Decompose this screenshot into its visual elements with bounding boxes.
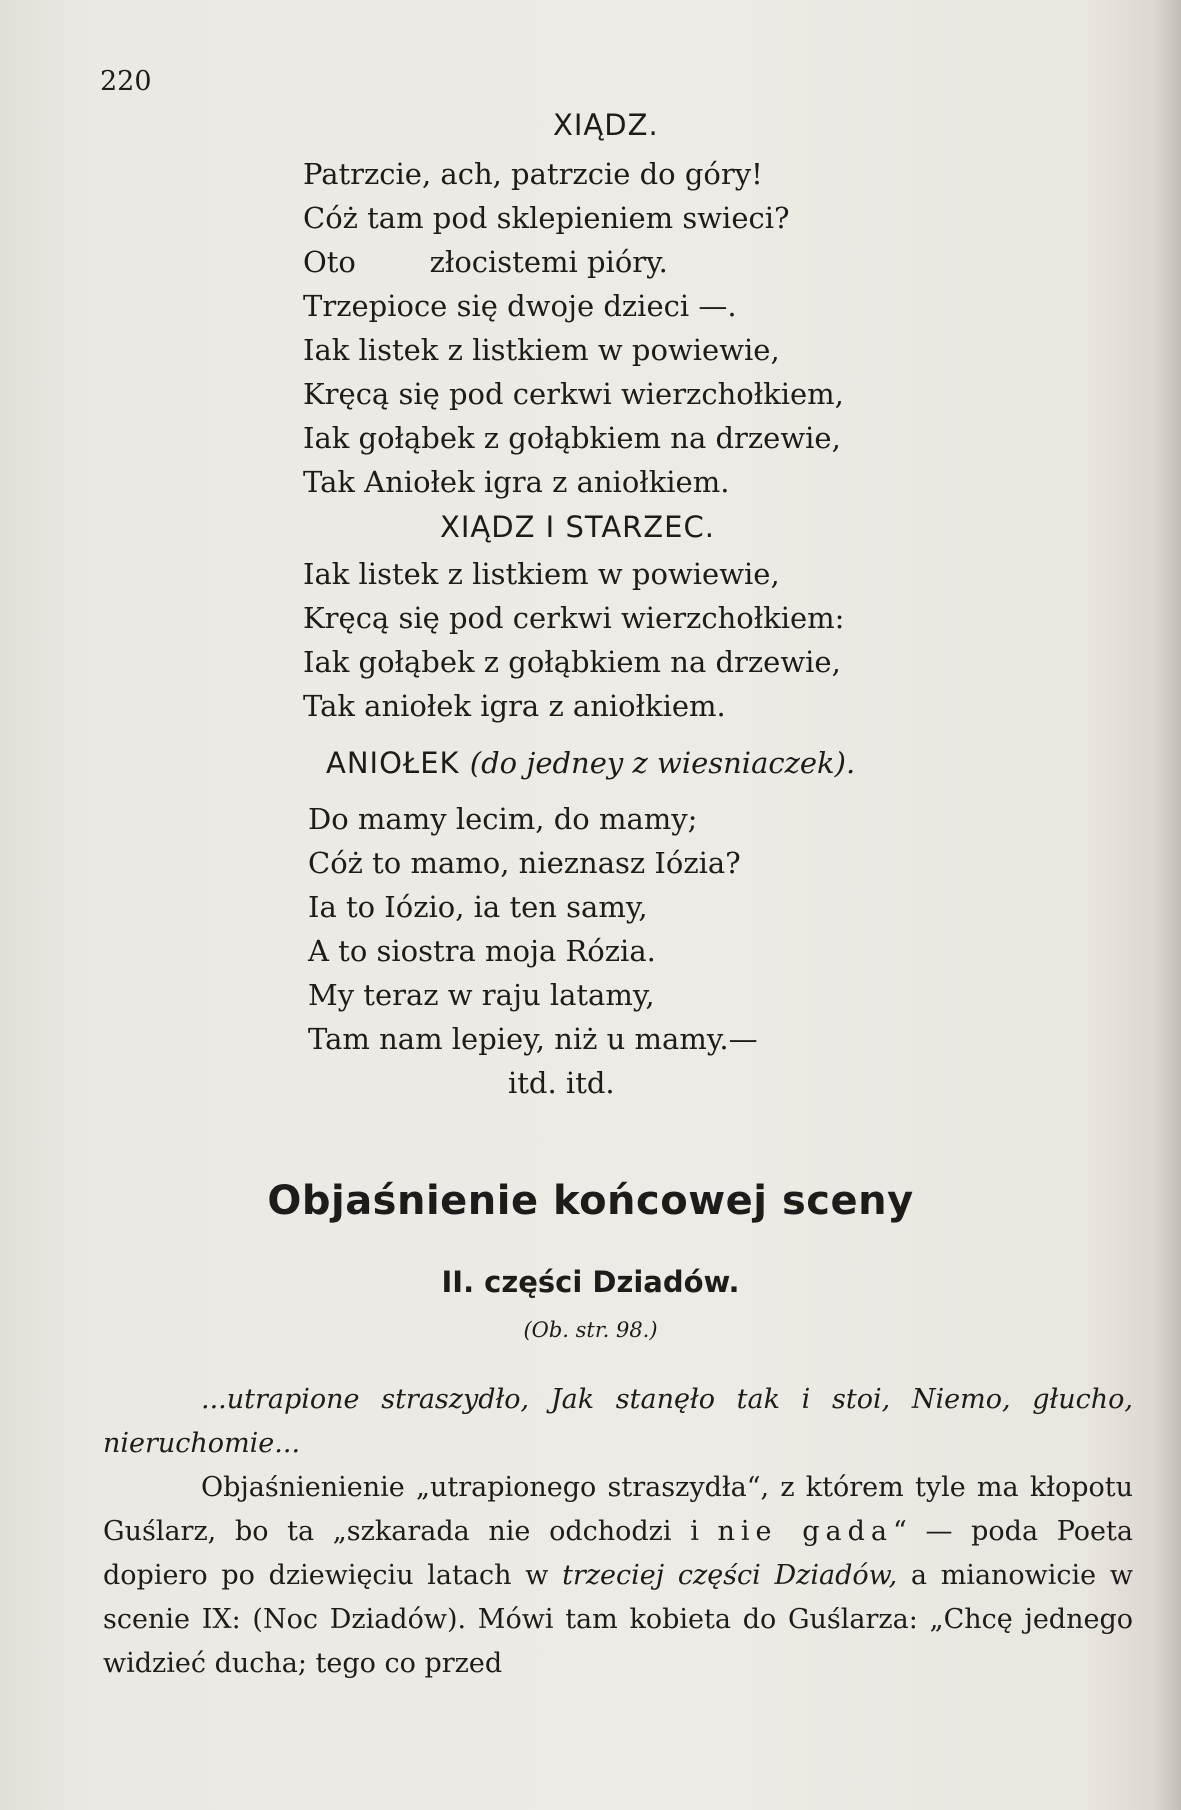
verse-line: Tam nam lepiey, niż u mamy.— [308,1022,758,1056]
italic-title: trzeciej części Dziadów, [562,1560,898,1591]
speaker-aniolek [326,746,855,780]
verse-line: A to siostra moja Rózia. [308,934,656,968]
verse-block-3 [308,797,758,1105]
verse-line: Oto złocistemi pióry. [303,245,668,279]
body-paragraph [103,1466,1133,1686]
verse-line: Iak listek z listkiem w powiewie, [303,557,780,591]
verse-line: Iak gołąbek z gołąbkiem na drzewie, [303,421,841,455]
verse-line: Trzepioce się dwoje dzieci —. [303,289,737,323]
verse-line: Tak Aniołek igra z aniołkiem. [303,465,730,499]
quote-text: ...utrapione straszydło, Jak stanęło tak i stoi, Niemo, głucho, nieruchomie... [103,1384,1133,1459]
verse-line: Patrzcie, ach, patrzcie do góry! [303,157,763,191]
spaced-emphasis: nie gada [717,1516,893,1547]
quote-paragraph [103,1378,1133,1466]
body-text-a: Objaśnienienie „utrapionego straszydła“, z którem tyle ma kłopotu Guślarz, bo ta „szkarada nie odchodzi i [103,1472,1133,1547]
verse-line: Iak gołąbek z gołąbkiem na drzewie, [303,645,841,679]
verse-line: Cóż to mamo, nieznasz Iózia? [308,846,741,880]
section-subtitle: II. części Dziadów. [441,1265,740,1299]
verse-block-1 [303,152,844,504]
body-text-b: “ — poda Poeta dopiero po dziewięciu latach w [103,1516,1133,1591]
verse-line: Cóż tam pod sklepieniem swieci? [303,201,790,235]
section-title: Objaśnienie końcowej sceny [267,1178,914,1224]
stage-direction: (do jedney z wiesniaczek). [469,746,856,780]
verse-block-2 [303,552,844,728]
speaker-name: ANIOŁEK [326,746,460,780]
verse-line: Tak aniołek igra z aniołkiem. [303,689,726,723]
body-text-c: a mianowicie w scenie IX: (Noc Dziadów). Mówi tam kobieta do Guślarza: „Chcę jednego widzieć ducha; tego co przed [103,1560,1133,1679]
verse-line: Iak listek z listkiem w powiewie, [303,333,780,367]
page-number: 220 [100,66,152,97]
page-reference: (Ob. str. 98.) [523,1318,658,1342]
speaker-xiadz: XIĄDZ. [553,108,659,142]
verse-line: Kręcą się pod cerkwi wierzchołkiem: [303,601,845,635]
page-spine-shadow [1153,0,1181,1810]
verse-line: Ia to Iózio, ia ten samy, [308,890,648,924]
speaker-xiadz-i-starzec: XIĄDZ I STARZEC. [440,510,715,544]
verse-line: Kręcą się pod cerkwi wierzchołkiem, [303,377,844,411]
verse-line: My teraz w raju latamy, [308,978,655,1012]
verse-line: Do mamy lecim, do mamy; [308,802,698,836]
verse-closing: itd. itd. [508,1066,615,1100]
